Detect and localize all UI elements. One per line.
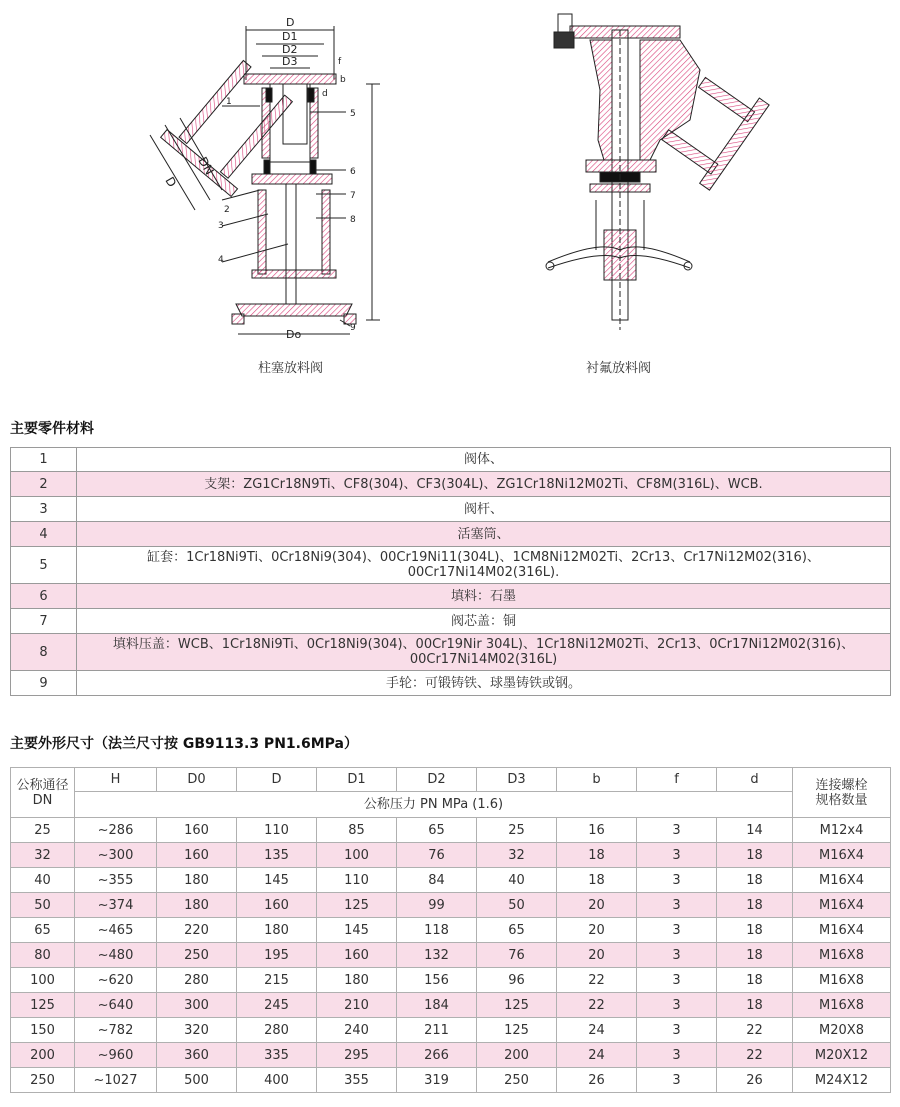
cell-D1: 295 xyxy=(317,1043,397,1068)
parts-row xyxy=(11,448,891,472)
header-dn-line2: DN xyxy=(32,792,53,808)
header-pressure: 公称压力 PN MPa (1.6) xyxy=(75,792,793,818)
plunger-valve-drawing xyxy=(0,0,900,400)
cell-D: 335 xyxy=(237,1043,317,1068)
cell-D2: 84 xyxy=(397,868,477,893)
part-material-line1: 填料压盖：WCB、1Cr18Ni9Ti、0Cr18Ni9(304)、00Cr19Nir 304L)、1Cr18Ni12M02Ti、2Cr13、0Cr17Ni12M02(316)、 xyxy=(112,637,855,652)
part-material: 阀芯盖：铜 xyxy=(77,609,891,634)
cell-dn: 25 xyxy=(11,818,75,843)
cell-bolts: M20X12 xyxy=(793,1043,891,1068)
table-row xyxy=(11,818,891,843)
cell-D0: 220 xyxy=(157,918,237,943)
cell-bolts: M20X8 xyxy=(793,1018,891,1043)
cell-f: 3 xyxy=(637,918,717,943)
cell-f: 3 xyxy=(637,818,717,843)
parts-row xyxy=(11,609,891,634)
cell-D2: 132 xyxy=(397,943,477,968)
cell-D3: 50 xyxy=(477,893,557,918)
cell-D2: 76 xyxy=(397,843,477,868)
callout-6: 6 xyxy=(350,167,356,177)
dim-label-DN: DN xyxy=(195,154,217,178)
cell-D: 400 xyxy=(237,1068,317,1093)
callout-5: 5 xyxy=(350,109,356,119)
parts-table xyxy=(10,447,891,696)
header-D1: D1 xyxy=(317,768,397,792)
cell-f: 3 xyxy=(637,843,717,868)
cell-d: 18 xyxy=(717,993,793,1018)
caption-ptfe-valve: 衬氟放料阀 xyxy=(586,361,652,376)
header-D3: D3 xyxy=(477,768,557,792)
cell-D0: 180 xyxy=(157,868,237,893)
cell-D0: 160 xyxy=(157,818,237,843)
cell-D0: 500 xyxy=(157,1068,237,1093)
cell-d: 26 xyxy=(717,1068,793,1093)
cell-D3: 125 xyxy=(477,993,557,1018)
cell-H: ~465 xyxy=(75,918,157,943)
cell-H: ~960 xyxy=(75,1043,157,1068)
part-number: 7 xyxy=(11,609,77,634)
header-b: b xyxy=(557,768,637,792)
header-D2: D2 xyxy=(397,768,477,792)
cell-dn: 80 xyxy=(11,943,75,968)
cell-dn: 50 xyxy=(11,893,75,918)
cell-bolts: M12x4 xyxy=(793,818,891,843)
header-bolts-line2: 规格数量 xyxy=(815,792,868,808)
cell-D0: 180 xyxy=(157,893,237,918)
cell-D2: 65 xyxy=(397,818,477,843)
cell-D1: 110 xyxy=(317,868,397,893)
dim-label-D-angled: D xyxy=(162,174,180,190)
cell-D: 180 xyxy=(237,918,317,943)
cell-b: 16 xyxy=(557,818,637,843)
cell-dn: 32 xyxy=(11,843,75,868)
cell-d: 18 xyxy=(717,943,793,968)
cell-D: 195 xyxy=(237,943,317,968)
drawings-area xyxy=(0,0,900,400)
cell-D2: 118 xyxy=(397,918,477,943)
parts-row xyxy=(11,547,891,584)
part-material: 阀体、 xyxy=(77,448,891,472)
cell-D3: 40 xyxy=(477,868,557,893)
callout-8: 8 xyxy=(350,215,356,225)
cell-bolts: M24X12 xyxy=(793,1068,891,1093)
cell-b: 22 xyxy=(557,993,637,1018)
parts-row xyxy=(11,584,891,609)
cell-f: 3 xyxy=(637,993,717,1018)
part-number: 9 xyxy=(11,671,77,696)
header-d: d xyxy=(717,768,793,792)
part-material: 活塞筒、 xyxy=(77,522,891,547)
cell-D: 160 xyxy=(237,893,317,918)
cell-f: 3 xyxy=(637,1018,717,1043)
cell-b: 18 xyxy=(557,868,637,893)
cell-f: 3 xyxy=(637,868,717,893)
callout-7: 7 xyxy=(350,191,356,201)
cell-D0: 160 xyxy=(157,843,237,868)
cell-b: 20 xyxy=(557,893,637,918)
dimensions-table xyxy=(10,767,891,1093)
table-row xyxy=(11,868,891,893)
dim-label-f: f xyxy=(338,57,342,67)
header-D0: D0 xyxy=(157,768,237,792)
cell-dn: 65 xyxy=(11,918,75,943)
part-material: 支架：ZG1Cr18N9Ti、CF8(304)、CF3(304L)、ZG1Cr18Ni12M02Ti、CF8M(316L)、WCB. xyxy=(77,472,891,497)
part-number: 8 xyxy=(11,634,77,671)
part-number: 6 xyxy=(11,584,77,609)
cell-D3: 125 xyxy=(477,1018,557,1043)
cell-H: ~300 xyxy=(75,843,157,868)
cell-H: ~374 xyxy=(75,893,157,918)
cell-f: 3 xyxy=(637,968,717,993)
dim-label-d: d xyxy=(322,89,328,99)
cell-D2: 266 xyxy=(397,1043,477,1068)
cell-H: ~355 xyxy=(75,868,157,893)
cell-D1: 210 xyxy=(317,993,397,1018)
header-H: H xyxy=(75,768,157,792)
callout-4: 4 xyxy=(218,255,224,265)
table-row xyxy=(11,968,891,993)
cell-D0: 250 xyxy=(157,943,237,968)
cell-D2: 156 xyxy=(397,968,477,993)
part-number: 4 xyxy=(11,522,77,547)
cell-d: 22 xyxy=(717,1018,793,1043)
callout-2: 2 xyxy=(224,205,230,215)
table-row xyxy=(11,993,891,1018)
cell-b: 24 xyxy=(557,1018,637,1043)
cell-d: 18 xyxy=(717,918,793,943)
cell-D3: 200 xyxy=(477,1043,557,1068)
cell-d: 18 xyxy=(717,968,793,993)
table-row xyxy=(11,1043,891,1068)
cell-b: 22 xyxy=(557,968,637,993)
cell-D: 245 xyxy=(237,993,317,1018)
cell-bolts: M16X4 xyxy=(793,843,891,868)
header-bolts xyxy=(793,768,891,818)
header-bolts-line1: 连接螺栓 xyxy=(815,777,868,793)
cell-f: 3 xyxy=(637,1043,717,1068)
cell-D3: 32 xyxy=(477,843,557,868)
cell-bolts: M16X8 xyxy=(793,993,891,1018)
cell-D: 280 xyxy=(237,1018,317,1043)
cell-H: ~1027 xyxy=(75,1068,157,1093)
part-number: 3 xyxy=(11,497,77,522)
part-material-line2: 00Cr17Ni14M02(316L) xyxy=(409,652,558,667)
cell-D0: 300 xyxy=(157,993,237,1018)
part-material-line1: 缸套：1Cr18Ni9Ti、0Cr18Ni9(304)、00Cr19Ni11(304L)、1CM8Ni12M02Ti、2Cr13、Cr17Ni12M02(316)、 xyxy=(147,550,820,565)
parts-section-title: 主要零件材料 xyxy=(10,421,94,437)
header-D: D xyxy=(237,768,317,792)
dim-label-D: D xyxy=(286,16,295,29)
header-f: f xyxy=(637,768,717,792)
table-row xyxy=(11,918,891,943)
table-row xyxy=(11,843,891,868)
cell-bolts: M16X4 xyxy=(793,868,891,893)
cell-D3: 96 xyxy=(477,968,557,993)
cell-b: 20 xyxy=(557,918,637,943)
caption-plunger-valve: 柱塞放料阀 xyxy=(258,361,324,376)
cell-b: 26 xyxy=(557,1068,637,1093)
cell-dn: 100 xyxy=(11,968,75,993)
cell-D1: 125 xyxy=(317,893,397,918)
cell-D1: 85 xyxy=(317,818,397,843)
parts-row xyxy=(11,472,891,497)
cell-bolts: M16X4 xyxy=(793,918,891,943)
cell-bolts: M16X4 xyxy=(793,893,891,918)
cell-bolts: M16X8 xyxy=(793,943,891,968)
cell-f: 3 xyxy=(637,1068,717,1093)
cell-D3: 25 xyxy=(477,818,557,843)
dim-label-Do: Do xyxy=(286,328,302,341)
cell-D1: 100 xyxy=(317,843,397,868)
cell-D2: 99 xyxy=(397,893,477,918)
cell-d: 18 xyxy=(717,868,793,893)
cell-b: 18 xyxy=(557,843,637,868)
cell-D: 215 xyxy=(237,968,317,993)
ptfe-lined-valve xyxy=(546,14,769,330)
part-material xyxy=(77,547,891,584)
plunger-valve xyxy=(150,26,380,334)
part-material: 手轮：可锻铸铁、球墨铸铁或钢。 xyxy=(77,671,891,696)
callout-3: 3 xyxy=(218,221,224,231)
part-material: 阀杆、 xyxy=(77,497,891,522)
cell-D2: 184 xyxy=(397,993,477,1018)
dim-label-D2: D2 xyxy=(282,43,298,56)
cell-H: ~286 xyxy=(75,818,157,843)
table-row xyxy=(11,943,891,968)
dim-label-D1: D1 xyxy=(282,30,298,43)
cell-bolts: M16X8 xyxy=(793,968,891,993)
cell-D: 110 xyxy=(237,818,317,843)
cell-D1: 240 xyxy=(317,1018,397,1043)
cell-dn: 125 xyxy=(11,993,75,1018)
cell-D1: 355 xyxy=(317,1068,397,1093)
cell-f: 3 xyxy=(637,943,717,968)
cell-D2: 319 xyxy=(397,1068,477,1093)
cell-dn: 250 xyxy=(11,1068,75,1093)
callout-9: 9 xyxy=(350,323,356,333)
part-material: 填料：石墨 xyxy=(77,584,891,609)
part-number: 1 xyxy=(11,448,77,472)
cell-H: ~640 xyxy=(75,993,157,1018)
cell-d: 18 xyxy=(717,893,793,918)
header-dn-line1: 公称通径 xyxy=(16,777,69,793)
cell-b: 20 xyxy=(557,943,637,968)
parts-row xyxy=(11,671,891,696)
dims-header-row xyxy=(11,768,891,792)
table-row xyxy=(11,1068,891,1093)
part-number: 5 xyxy=(11,547,77,584)
dims-section-title: 主要外形尺寸（法兰尺寸按 GB9113.3 PN1.6MPa） xyxy=(10,736,358,752)
cell-d: 18 xyxy=(717,843,793,868)
dims-pressure-row xyxy=(11,792,891,818)
cell-H: ~782 xyxy=(75,1018,157,1043)
cell-dn: 200 xyxy=(11,1043,75,1068)
cell-D0: 320 xyxy=(157,1018,237,1043)
cell-D: 135 xyxy=(237,843,317,868)
cell-H: ~480 xyxy=(75,943,157,968)
parts-row xyxy=(11,497,891,522)
part-number: 2 xyxy=(11,472,77,497)
table-row xyxy=(11,1018,891,1043)
cell-D3: 250 xyxy=(477,1068,557,1093)
dims-body xyxy=(11,818,891,1093)
cell-D1: 160 xyxy=(317,943,397,968)
cell-H: ~620 xyxy=(75,968,157,993)
cell-d: 14 xyxy=(717,818,793,843)
parts-row xyxy=(11,634,891,671)
table-row xyxy=(11,893,891,918)
cell-D0: 360 xyxy=(157,1043,237,1068)
cell-D2: 211 xyxy=(397,1018,477,1043)
header-dn xyxy=(11,768,75,818)
cell-D1: 180 xyxy=(317,968,397,993)
dim-label-b: b xyxy=(340,75,346,85)
cell-D3: 65 xyxy=(477,918,557,943)
cell-D0: 280 xyxy=(157,968,237,993)
cell-b: 24 xyxy=(557,1043,637,1068)
cell-dn: 150 xyxy=(11,1018,75,1043)
callout-1: 1 xyxy=(226,97,232,107)
cell-d: 22 xyxy=(717,1043,793,1068)
dim-label-D3: D3 xyxy=(282,55,298,68)
parts-row xyxy=(11,522,891,547)
cell-D1: 145 xyxy=(317,918,397,943)
cell-D3: 76 xyxy=(477,943,557,968)
cell-f: 3 xyxy=(637,893,717,918)
cell-D: 145 xyxy=(237,868,317,893)
cell-dn: 40 xyxy=(11,868,75,893)
part-material-line2: 00Cr17Ni14M02(316L). xyxy=(407,565,560,580)
part-material xyxy=(77,634,891,671)
